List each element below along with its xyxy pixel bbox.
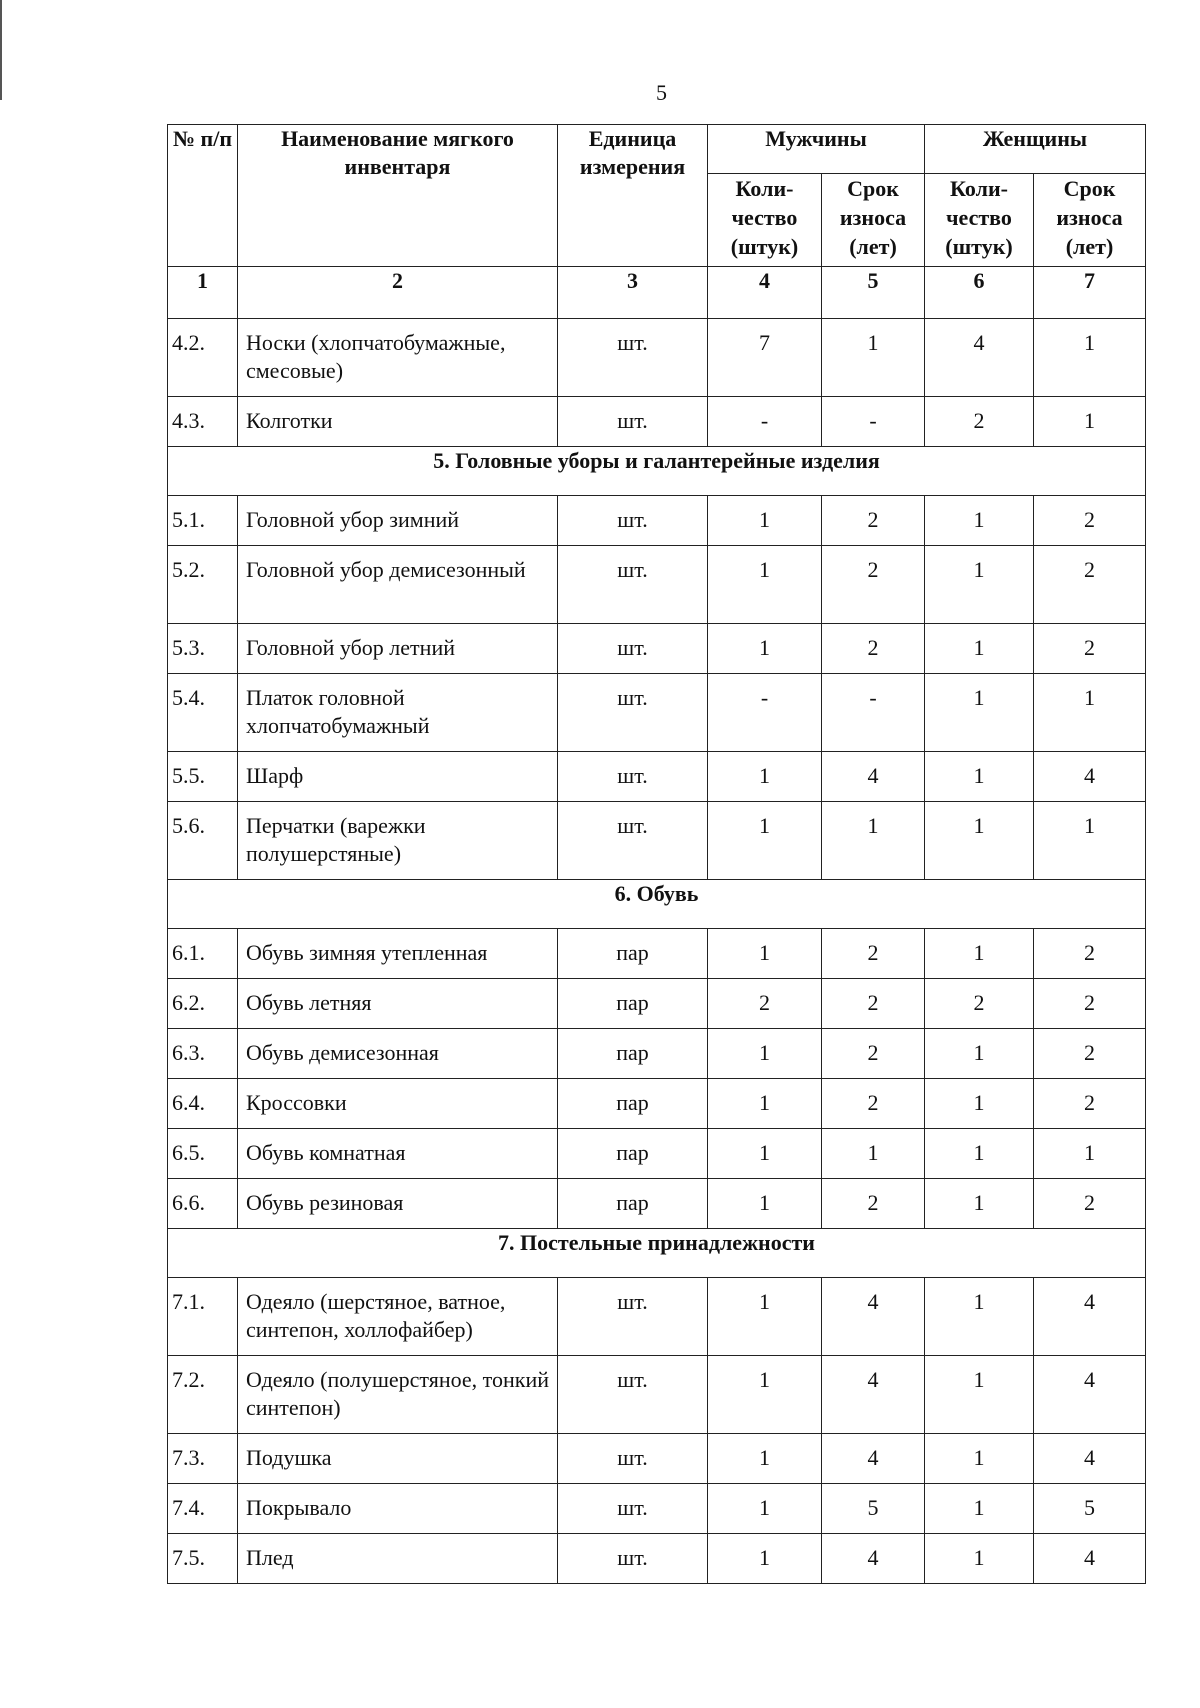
row-name: Кроссовки — [238, 1079, 558, 1129]
row-men-term: 2 — [822, 1079, 925, 1129]
row-men-qty: 1 — [708, 496, 822, 546]
row-num: 7.1. — [168, 1278, 238, 1356]
row-unit: шт. — [558, 624, 708, 674]
row-name: Колготки — [238, 397, 558, 447]
row-name: Плед — [238, 1534, 558, 1584]
section-row — [168, 880, 1146, 929]
row-unit: шт. — [558, 496, 708, 546]
row-name: Шарф — [238, 752, 558, 802]
row-women-qty: 1 — [925, 1434, 1034, 1484]
row-men-term: 4 — [822, 1534, 925, 1584]
row-men-qty: 1 — [708, 1534, 822, 1584]
column-number: 3 — [558, 267, 708, 319]
row-women-term: 1 — [1034, 1129, 1146, 1179]
row-num: 6.1. — [168, 929, 238, 979]
row-num: 6.3. — [168, 1029, 238, 1079]
table-row — [168, 1434, 1146, 1484]
table-row — [168, 546, 1146, 624]
row-men-qty: - — [708, 397, 822, 447]
table-row — [168, 1278, 1146, 1356]
row-men-term: 2 — [822, 624, 925, 674]
row-men-qty: 1 — [708, 752, 822, 802]
table-row — [168, 1029, 1146, 1079]
row-women-qty: 1 — [925, 674, 1034, 752]
row-num: 6.4. — [168, 1079, 238, 1129]
row-unit: шт. — [558, 1534, 708, 1584]
row-women-qty: 1 — [925, 1079, 1034, 1129]
row-men-qty: 1 — [708, 1278, 822, 1356]
row-unit: шт. — [558, 1278, 708, 1356]
row-num: 7.3. — [168, 1434, 238, 1484]
column-number: 5 — [822, 267, 925, 319]
section-title: 5. Головные уборы и галантерейные изделия — [168, 447, 1146, 496]
row-women-term: 1 — [1034, 397, 1146, 447]
row-women-term: 2 — [1034, 1179, 1146, 1229]
row-men-term: - — [822, 397, 925, 447]
row-men-qty: 1 — [708, 929, 822, 979]
table-row — [168, 802, 1146, 880]
table-row — [168, 496, 1146, 546]
row-unit: шт. — [558, 319, 708, 397]
row-unit: шт. — [558, 1356, 708, 1434]
table-row — [168, 1356, 1146, 1434]
section-title: 6. Обувь — [168, 880, 1146, 929]
table-row — [168, 624, 1146, 674]
row-men-qty: 1 — [708, 1484, 822, 1534]
row-unit: шт. — [558, 674, 708, 752]
row-men-qty: - — [708, 674, 822, 752]
row-women-qty: 1 — [925, 1129, 1034, 1179]
page-number: 5 — [656, 80, 667, 105]
header-women-qty: Коли- чество (штук) — [925, 174, 1034, 267]
row-men-term: 2 — [822, 496, 925, 546]
row-men-qty: 2 — [708, 979, 822, 1029]
row-women-qty: 1 — [925, 752, 1034, 802]
row-men-term: 4 — [822, 1278, 925, 1356]
row-num: 7.5. — [168, 1534, 238, 1584]
table-row — [168, 979, 1146, 1029]
row-unit: шт. — [558, 397, 708, 447]
table-row — [168, 752, 1146, 802]
column-number: 4 — [708, 267, 822, 319]
row-name: Обувь летняя — [238, 979, 558, 1029]
row-men-qty: 1 — [708, 1129, 822, 1179]
section-title: 7. Постельные принадлежности — [168, 1229, 1146, 1278]
table-body — [168, 319, 1146, 1584]
row-women-term: 1 — [1034, 674, 1146, 752]
row-num: 6.2. — [168, 979, 238, 1029]
table-row — [168, 397, 1146, 447]
row-num: 7.2. — [168, 1356, 238, 1434]
row-men-qty: 1 — [708, 1029, 822, 1079]
column-number: 7 — [1034, 267, 1146, 319]
row-unit: шт. — [558, 546, 708, 624]
row-name: Одеяло (полушерстяное, тонкий синтепон) — [238, 1356, 558, 1434]
row-name: Обувь комнатная — [238, 1129, 558, 1179]
row-name: Головной убор зимний — [238, 496, 558, 546]
table-row — [168, 1079, 1146, 1129]
row-women-qty: 4 — [925, 319, 1034, 397]
row-women-term: 4 — [1034, 752, 1146, 802]
row-unit: пар — [558, 1029, 708, 1079]
header-men-qty: Коли- чество (штук) — [708, 174, 822, 267]
row-women-qty: 1 — [925, 1484, 1034, 1534]
row-unit: пар — [558, 929, 708, 979]
row-name: Обувь зимняя утепленная — [238, 929, 558, 979]
row-women-qty: 1 — [925, 1029, 1034, 1079]
table-row — [168, 1129, 1146, 1179]
row-unit: пар — [558, 979, 708, 1029]
table-row — [168, 1484, 1146, 1534]
row-num: 5.3. — [168, 624, 238, 674]
row-women-term: 2 — [1034, 929, 1146, 979]
row-women-term: 4 — [1034, 1356, 1146, 1434]
row-name: Покрывало — [238, 1484, 558, 1534]
row-women-qty: 1 — [925, 1278, 1034, 1356]
header-men: Мужчины — [708, 125, 925, 174]
row-women-qty: 1 — [925, 1179, 1034, 1229]
row-name: Перчатки (варежки полушерстяные) — [238, 802, 558, 880]
row-women-qty: 2 — [925, 397, 1034, 447]
row-num: 6.6. — [168, 1179, 238, 1229]
row-women-term: 4 — [1034, 1434, 1146, 1484]
row-num: 6.5. — [168, 1129, 238, 1179]
header-unit: Единица измерения — [558, 125, 708, 267]
row-men-qty: 1 — [708, 1179, 822, 1229]
row-name: Обувь резиновая — [238, 1179, 558, 1229]
row-women-qty: 1 — [925, 546, 1034, 624]
row-unit: шт. — [558, 802, 708, 880]
header-row-1 — [168, 125, 1146, 174]
row-num: 7.4. — [168, 1484, 238, 1534]
row-name: Обувь демисезонная — [238, 1029, 558, 1079]
header-name: Наименование мягкого инвентаря — [238, 125, 558, 267]
row-name: Подушка — [238, 1434, 558, 1484]
section-row — [168, 1229, 1146, 1278]
row-men-term: 4 — [822, 1356, 925, 1434]
row-men-qty: 1 — [708, 802, 822, 880]
row-women-qty: 1 — [925, 496, 1034, 546]
row-men-term: 1 — [822, 802, 925, 880]
row-women-qty: 1 — [925, 802, 1034, 880]
row-men-term: 1 — [822, 319, 925, 397]
column-number: 6 — [925, 267, 1034, 319]
header-men-term: Срок износа (лет) — [822, 174, 925, 267]
row-name: Одеяло (шерстяное, ватное, синтепон, холлофайбер) — [238, 1278, 558, 1356]
row-num: 4.3. — [168, 397, 238, 447]
header-num: № п/п — [168, 125, 238, 267]
row-num: 5.6. — [168, 802, 238, 880]
row-unit: пар — [558, 1179, 708, 1229]
header-women: Женщины — [925, 125, 1146, 174]
column-numbers-row — [168, 267, 1146, 319]
row-women-qty: 1 — [925, 1534, 1034, 1584]
table-row — [168, 674, 1146, 752]
row-men-qty: 1 — [708, 1434, 822, 1484]
inventory-table — [167, 124, 1146, 1584]
row-women-term: 4 — [1034, 1278, 1146, 1356]
table-row — [168, 319, 1146, 397]
row-men-term: 2 — [822, 1029, 925, 1079]
row-men-qty: 1 — [708, 546, 822, 624]
row-women-term: 2 — [1034, 979, 1146, 1029]
row-num: 5.2. — [168, 546, 238, 624]
row-men-term: 2 — [822, 979, 925, 1029]
row-men-term: 2 — [822, 546, 925, 624]
row-men-term: 4 — [822, 1434, 925, 1484]
row-men-term: - — [822, 674, 925, 752]
column-number: 2 — [238, 267, 558, 319]
row-men-term: 1 — [822, 1129, 925, 1179]
row-women-term: 2 — [1034, 1079, 1146, 1129]
row-women-term: 5 — [1034, 1484, 1146, 1534]
row-name: Головной убор летний — [238, 624, 558, 674]
row-women-qty: 1 — [925, 929, 1034, 979]
row-name: Носки (хлопчатобумажные, смесовые) — [238, 319, 558, 397]
row-unit: шт. — [558, 1484, 708, 1534]
row-men-term: 5 — [822, 1484, 925, 1534]
row-unit: шт. — [558, 1434, 708, 1484]
row-num: 5.5. — [168, 752, 238, 802]
row-men-term: 2 — [822, 929, 925, 979]
row-unit: пар — [558, 1079, 708, 1129]
table-row — [168, 1534, 1146, 1584]
row-women-term: 2 — [1034, 496, 1146, 546]
row-women-qty: 1 — [925, 1356, 1034, 1434]
table-row — [168, 1179, 1146, 1229]
column-number: 1 — [168, 267, 238, 319]
row-men-qty: 1 — [708, 1079, 822, 1129]
row-men-term: 4 — [822, 752, 925, 802]
row-men-qty: 7 — [708, 319, 822, 397]
row-women-term: 2 — [1034, 624, 1146, 674]
row-unit: пар — [558, 1129, 708, 1179]
row-name: Головной убор демисезонный — [238, 546, 558, 624]
row-women-term: 1 — [1034, 802, 1146, 880]
row-women-term: 2 — [1034, 546, 1146, 624]
row-men-qty: 1 — [708, 624, 822, 674]
section-row — [168, 447, 1146, 496]
row-men-term: 2 — [822, 1179, 925, 1229]
row-name: Платок головной хлопчатобумажный — [238, 674, 558, 752]
row-men-qty: 1 — [708, 1356, 822, 1434]
row-num: 5.4. — [168, 674, 238, 752]
header-women-term: Срок износа (лет) — [1034, 174, 1146, 267]
row-women-qty: 1 — [925, 624, 1034, 674]
row-women-term: 4 — [1034, 1534, 1146, 1584]
row-women-term: 1 — [1034, 319, 1146, 397]
row-unit: шт. — [558, 752, 708, 802]
row-women-term: 2 — [1034, 1029, 1146, 1079]
row-num: 5.1. — [168, 496, 238, 546]
table-row — [168, 929, 1146, 979]
row-women-qty: 2 — [925, 979, 1034, 1029]
row-num: 4.2. — [168, 319, 238, 397]
